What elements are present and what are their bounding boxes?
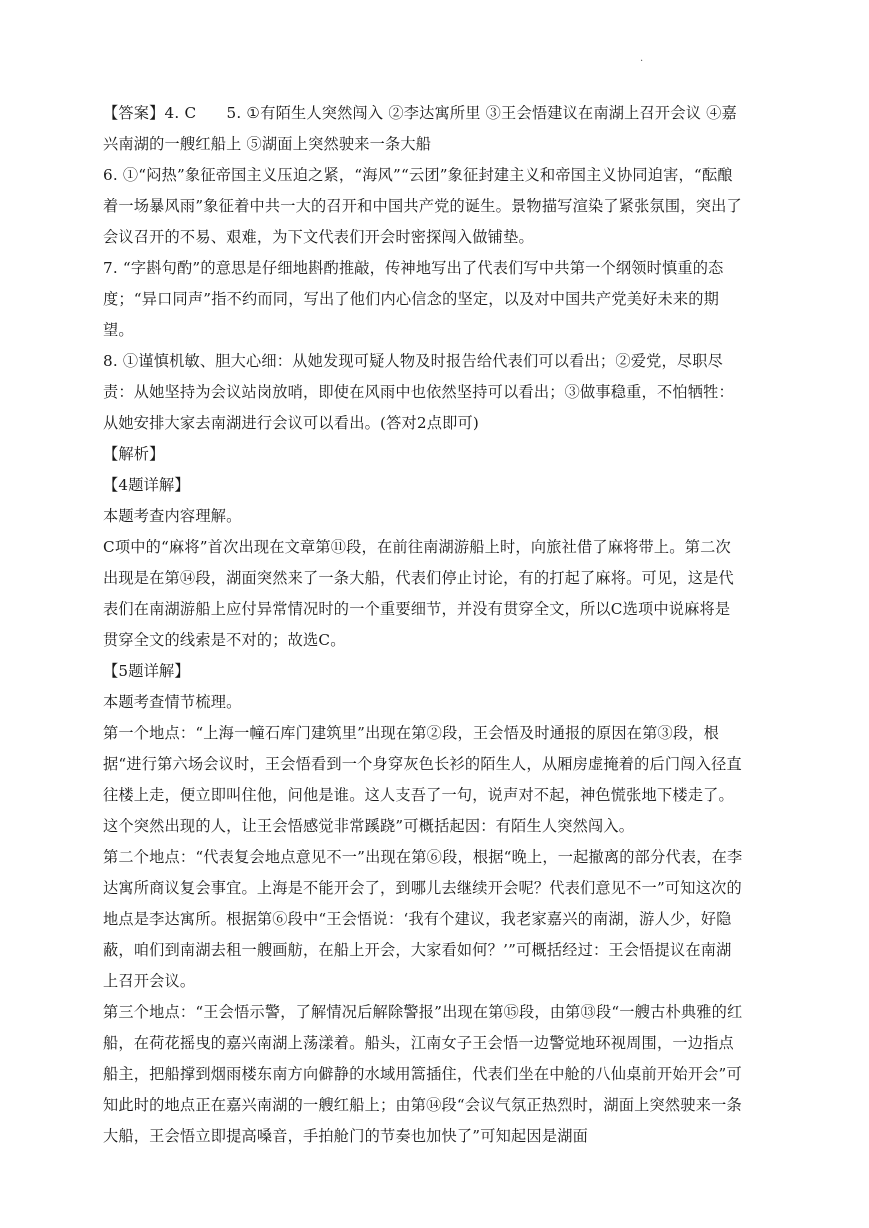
q5-intro: 本题考查情节梳理。 bbox=[103, 693, 242, 711]
q4-intro: 本题考查内容理解。 bbox=[103, 507, 242, 525]
document-body bbox=[103, 98, 743, 1152]
q5-location-1: 第一个地点：“上海一幢石库门建筑里”出现在第②段，王会悟及时通报的原因在第③段，根据“进行第六场会议时，王会悟看到一个身穿灰色长衫的陌生人，从厢房虚掩着的后门闯入径直往楼上走，便立即叫住他，问他是谁。这人支吾了一句，说声对不起，神色慌张地下楼走了。这个突然出现的人，让王会悟感觉非常蹊跷”可概括起因：有陌生人突然闯入。 bbox=[103, 724, 742, 835]
q5-location-2: 第二个地点：“代表复会地点意见不一”出现在第⑥段，根据“晚上，一起撤离的部分代表，在李达寓所商议复会事宜。上海是不能开会了，到哪儿去继续开会呢？代表们意见不一”可知这次的地点是李达寓所。根据第⑥段中“王会悟说：‘我有个建议，我老家嘉兴的南湖，游人少，好隐蔽，咱们到南湖去租一艘画舫，在船上开会，大家看如何？’”可概括经过：王会悟提议在南湖上召开会议。 bbox=[103, 848, 743, 990]
answer-line-4-5: 【答案】4. C 5. ①有陌生人突然闯入 ②李达寓所里 ③王会悟建议在南湖上召开会议 ④嘉兴南湖的一艘红船上 ⑤湖面上突然驶来一条大船 bbox=[103, 104, 737, 153]
q5-location-3: 第三个地点：“王会悟示警，了解情况后解除警报”出现在第⑮段，由第⑬段“一艘古朴典雅的红船，在荷花摇曳的嘉兴南湖上荡漾着。船头，江南女子王会悟一边警觉地环视周围，一边指点船主，把船撑到烟雨楼东南方向僻静的水域用篙插住，代表们坐在中舱的八仙桌前开始开会”可知此时的地点正在嘉兴南湖的一艘红船上；由第⑭段“会议气氛正热烈时，湖面上突然驶来一条大船，王会悟立即提高嗓音，手拍舱门的节奏也加快了”可知起因是湖面 bbox=[103, 1003, 743, 1145]
q4-explanation: C项中的“麻将”首次出现在文章第⑪段，在前往南湖游船上时，向旅社借了麻将带上。第二次出现是在第⑭段，湖面突然来了一条大船，代表们停止讨论，有的打起了麻将。可见，这是代表们在南湖游船上应付异常情况时的一个重要细节，并没有贯穿全文，所以C选项中说麻将是贯穿全文的线索是不对的；故选C。 bbox=[103, 538, 734, 649]
q5-heading: 【5题详解】 bbox=[103, 662, 190, 680]
analysis-heading: 【解析】 bbox=[103, 445, 165, 463]
page-top-mark: . bbox=[640, 53, 644, 64]
answer-6: 6. ①“闷热”象征帝国主义压迫之紧，“海风”“云团”象征封建主义和帝国主义协同迫害，“酝酿着一场暴风雨”象征着中共一大的召开和中国共产党的诞生。景物描写渲染了紧张氛围，突出了会议召开的不易、艰难，为下文代表们开会时密探闯入做铺垫。 bbox=[103, 166, 742, 246]
q4-heading: 【4题详解】 bbox=[103, 476, 190, 494]
answer-8: 8. ①谨慎机敏、胆大心细：从她发现可疑人物及时报告给代表们可以看出；②爱党，尽职尽责：从她坚持为会议站岗放哨，即使在风雨中也依然坚持可以看出；③做事稳重，不怕牺牲：从她安排大家去南湖进行会议可以看出。(答对2点即可) bbox=[103, 352, 734, 432]
answer-7: 7. “字斟句酌”的意思是仔细地斟酌推敲，传神地写出了代表们写中共第一个纲领时慎重的态度；“异口同声”指不约而同，写出了他们内心信念的坚定，以及对中国共产党美好未来的期望。 bbox=[103, 259, 724, 339]
